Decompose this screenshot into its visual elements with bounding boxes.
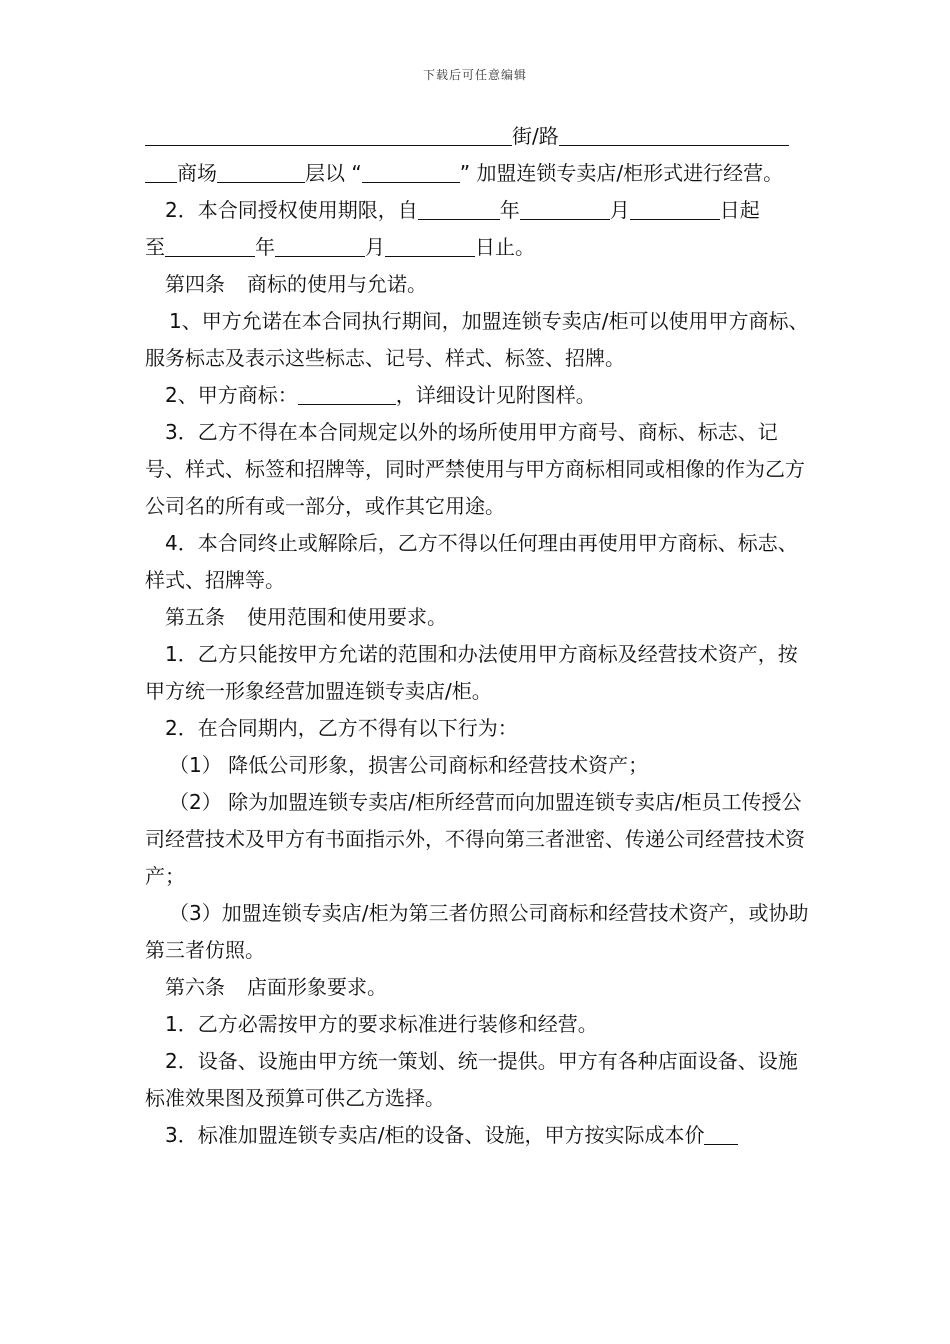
mall-line — [145, 155, 813, 192]
term-end-year: 年 — [255, 235, 275, 259]
blank-end-day[interactable] — [385, 234, 475, 257]
article-4-number: 第四条 — [165, 272, 225, 296]
term-line — [145, 192, 813, 229]
blank-street[interactable] — [145, 123, 512, 146]
article-4-title: 商标的使用与允诺。 — [247, 272, 427, 296]
term-month: 月 — [609, 198, 630, 222]
article-5-para-2: 2．在合同期内，乙方不得有以下行为： — [165, 716, 518, 740]
blank-end-month[interactable] — [275, 234, 365, 257]
article-6-heading — [145, 969, 813, 1006]
blank-start-month[interactable] — [520, 197, 610, 220]
article-6-para-1: 1．乙方必需按甲方的要求标准进行装修和经营。 — [165, 1012, 598, 1036]
mall-label: 商场 — [177, 161, 217, 185]
article-5-item-1: （1） 降低公司形象，损害公司商标和经营技术资产； — [169, 753, 649, 777]
blank-cost-price[interactable] — [704, 1122, 738, 1145]
term-year: 年 — [499, 198, 520, 222]
article-4-para-1: 1、甲方允诺在本合同执行期间，加盟连锁专卖店/柜可以使用甲方商标、服务标志及表示这些标志、记号、样式、标签、招牌。 — [145, 309, 809, 370]
floor-label: 层以 “ — [305, 161, 362, 185]
article-6-para-2: 2．设备、设施由甲方统一策划、统一提供。甲方有各种店面设备、设施标准效果图及预算可供乙方选择。 — [145, 1049, 798, 1110]
blank-trademark[interactable] — [298, 382, 396, 405]
street-label: 街/路 — [512, 124, 559, 148]
article-4-para-2 — [145, 377, 813, 414]
mall-line-rest: ” 加盟连锁专卖店/柜形式进行经营。 — [459, 161, 784, 185]
blank-start-year[interactable] — [418, 197, 500, 220]
article-6-title: 店面形象要求。 — [247, 975, 387, 999]
header-note: 下载后可任意编辑 — [422, 68, 527, 82]
blank-road[interactable] — [559, 123, 789, 146]
trademark-label: 2、甲方商标： — [165, 383, 298, 407]
blank-floor-name[interactable] — [362, 160, 460, 183]
blank-mall[interactable] — [217, 160, 305, 183]
term-end-month: 月 — [365, 235, 385, 259]
article-5-item-3: （3）加盟连锁专卖店/柜为第三者仿照公司商标和经营技术资产，或协助第三者仿照。 — [145, 901, 809, 962]
term-end-day: 日止。 — [475, 235, 535, 259]
article-6-number: 第六条 — [165, 975, 225, 999]
contract-body — [145, 118, 813, 1154]
term-end-line — [145, 229, 813, 266]
address-line — [145, 118, 813, 155]
blank-mall-prefix[interactable] — [145, 160, 177, 183]
article-5-title: 使用范围和使用要求。 — [247, 605, 447, 629]
trademark-rest: ，详细设计见附图样。 — [395, 383, 596, 407]
article-4-para-4: 4．本合同终止或解除后，乙方不得以任何理由再使用甲方商标、标志、样式、招牌等。 — [145, 531, 798, 592]
article-5-para-1: 1．乙方只能按甲方允诺的范围和办法使用甲方商标及经营技术资产，按甲方统一形象经营加盟连锁专卖店/柜。 — [145, 642, 798, 703]
term-start: 2．本合同授权使用期限，自 — [165, 198, 418, 222]
article-4-para-3: 3．乙方不得在本合同规定以外的场所使用甲方商号、商标、标志、记号、样式、标签和招牌等，同时严禁使用与甲方商标相同或相像的作为乙方公司名的所有或一部分，或作其它用途。 — [145, 420, 805, 518]
blank-start-day[interactable] — [630, 197, 720, 220]
article-5-heading — [145, 599, 813, 636]
article-6-para-3 — [145, 1117, 813, 1154]
article-5-item-2: （2） 除为加盟连锁专卖店/柜所经营而向加盟连锁专卖店/柜员工传授公司经营技术及甲方有书面指示外，不得向第三者泄密、传递公司经营技术资产； — [145, 790, 805, 888]
article-5-number: 第五条 — [165, 605, 225, 629]
blank-end-year[interactable] — [165, 234, 255, 257]
term-to: 至 — [145, 235, 165, 259]
article-6-para-3-text: 3．标准加盟连锁专卖店/柜的设备、设施，甲方按实际成本价 — [165, 1123, 705, 1147]
article-4-heading — [145, 266, 813, 303]
term-day: 日起 — [719, 198, 760, 222]
